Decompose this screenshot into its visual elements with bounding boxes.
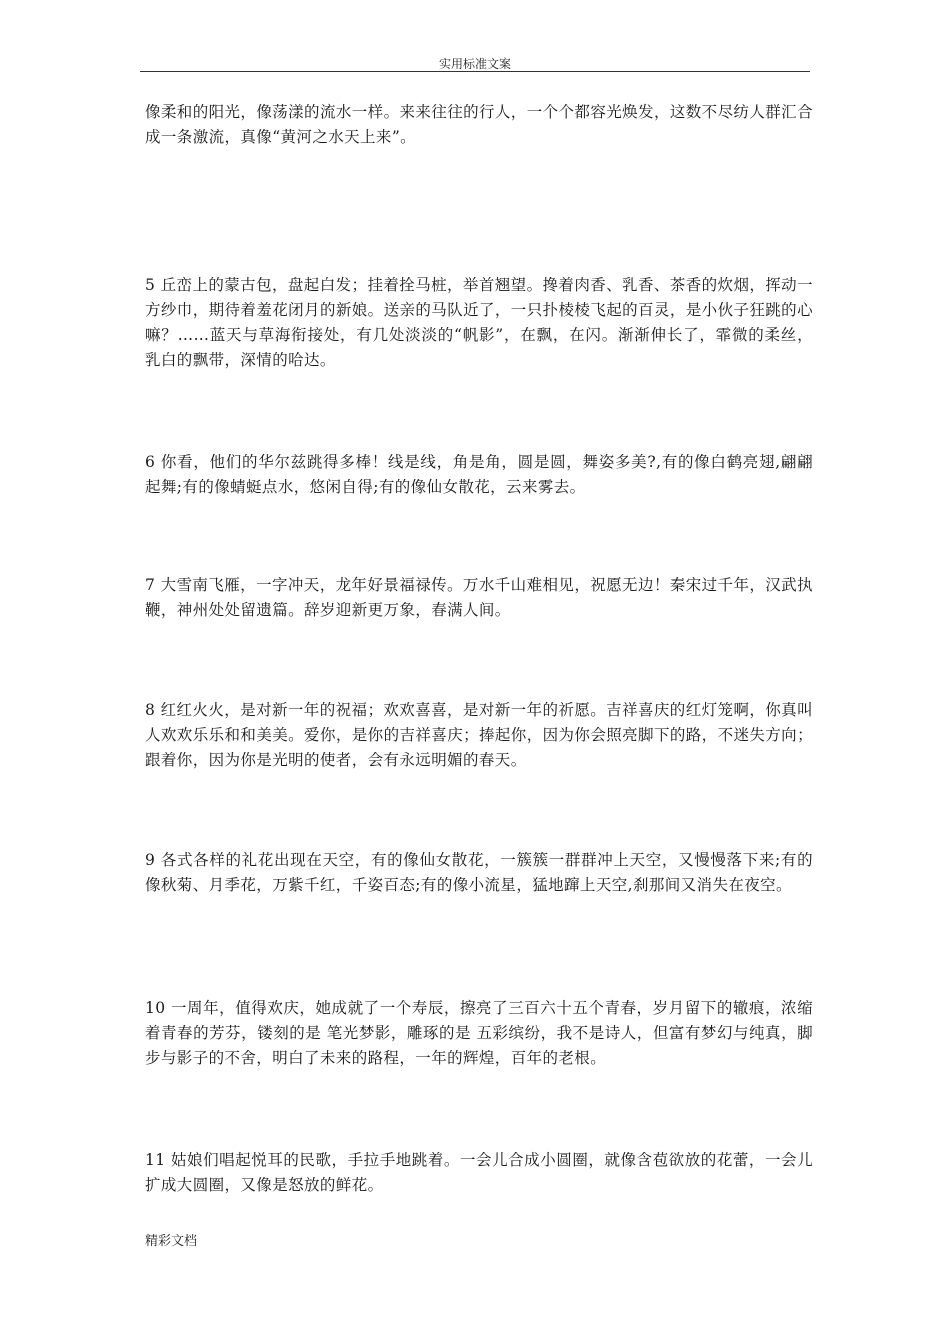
paragraph-5: 5 丘峦上的蒙古包，盘起白发；挂着拴马桩，举首翘望。搀着肉香、乳香、茶香的炊烟，挥动一方纱巾，期待着羞花闭月的新娘。送亲的马队近了，一只扑棱棱飞起的百灵，是小伙子狂跳的心嘛？……蓝天与草海衔接处，有几处淡淡的“帆影”，在飘，在闪。渐渐伸长了，霏微的柔丝，乳白的飘带，深情的哈达。 xyxy=(145,276,813,369)
page-header-title: 实用标准文案 xyxy=(438,57,511,71)
page-footer-label: 精彩文档 xyxy=(145,1234,198,1249)
header-divider xyxy=(140,71,810,72)
paragraph-8: 8 红红火火，是对新一年的祝福；欢欢喜喜，是对新一年的祈愿。吉祥喜庆的红灯笼啊，你真叫人欢欢乐乐和和美美。爱你，是你的吉祥喜庆；捧起你，因为你会照亮脚下的路，不迷失方向；跟着你，因为你是光明的使者，会有永远明媚的春天。 xyxy=(145,701,813,769)
paragraph-10: 10 一周年，值得欢庆，她成就了一个寿辰，擦亮了三百六十五个青春，岁月留下的辙痕，浓缩着青春的芳芬，镂刻的是 笔光梦影，雕琢的是 五彩缤纷，我不是诗人，但富有梦幻与纯真，脚步与影子的不舍，明白了未来的路程，一年的辉煌，百年的老根。 xyxy=(145,999,813,1067)
paragraph-intro: 像柔和的阳光，像荡漾的流水一样。来来往往的行人，一个个都容光焕发，这数不尽纺人群汇合成一条激流，真像“黄河之水天上来”。 xyxy=(145,103,813,146)
paragraph-11: 11 姑娘们唱起悦耳的民歌，手拉手地跳着。一会儿合成小圆圈，就像含苞欲放的花蕾，一会儿扩成大圆圈，又像是怒放的鲜花。 xyxy=(145,1151,813,1194)
paragraph-9: 9 各式各样的礼花出现在天空，有的像仙女散花，一簇簇一群群冲上天空，又慢慢落下来;有的像秋菊、月季花，万紫千红，千姿百态;有的像小流星，猛地蹿上天空,刹那间又消失在夜空。 xyxy=(145,851,813,894)
paragraph-6: 6 你看，他们的华尔兹跳得多棒！线是线，角是角，圆是圆，舞姿多美?,有的像白鹤亮翅,翩翩起舞;有的像蜻蜓点水，悠闲自得;有的像仙女散花，云来雾去。 xyxy=(145,453,813,496)
paragraph-7: 7 大雪南飞雁，一字冲天，龙年好景福禄传。万水千山难相见，祝愿无边！秦宋过千年，汉武执鞭，神州处处留遗篇。辞岁迎新更万象，春满人间。 xyxy=(145,576,813,619)
